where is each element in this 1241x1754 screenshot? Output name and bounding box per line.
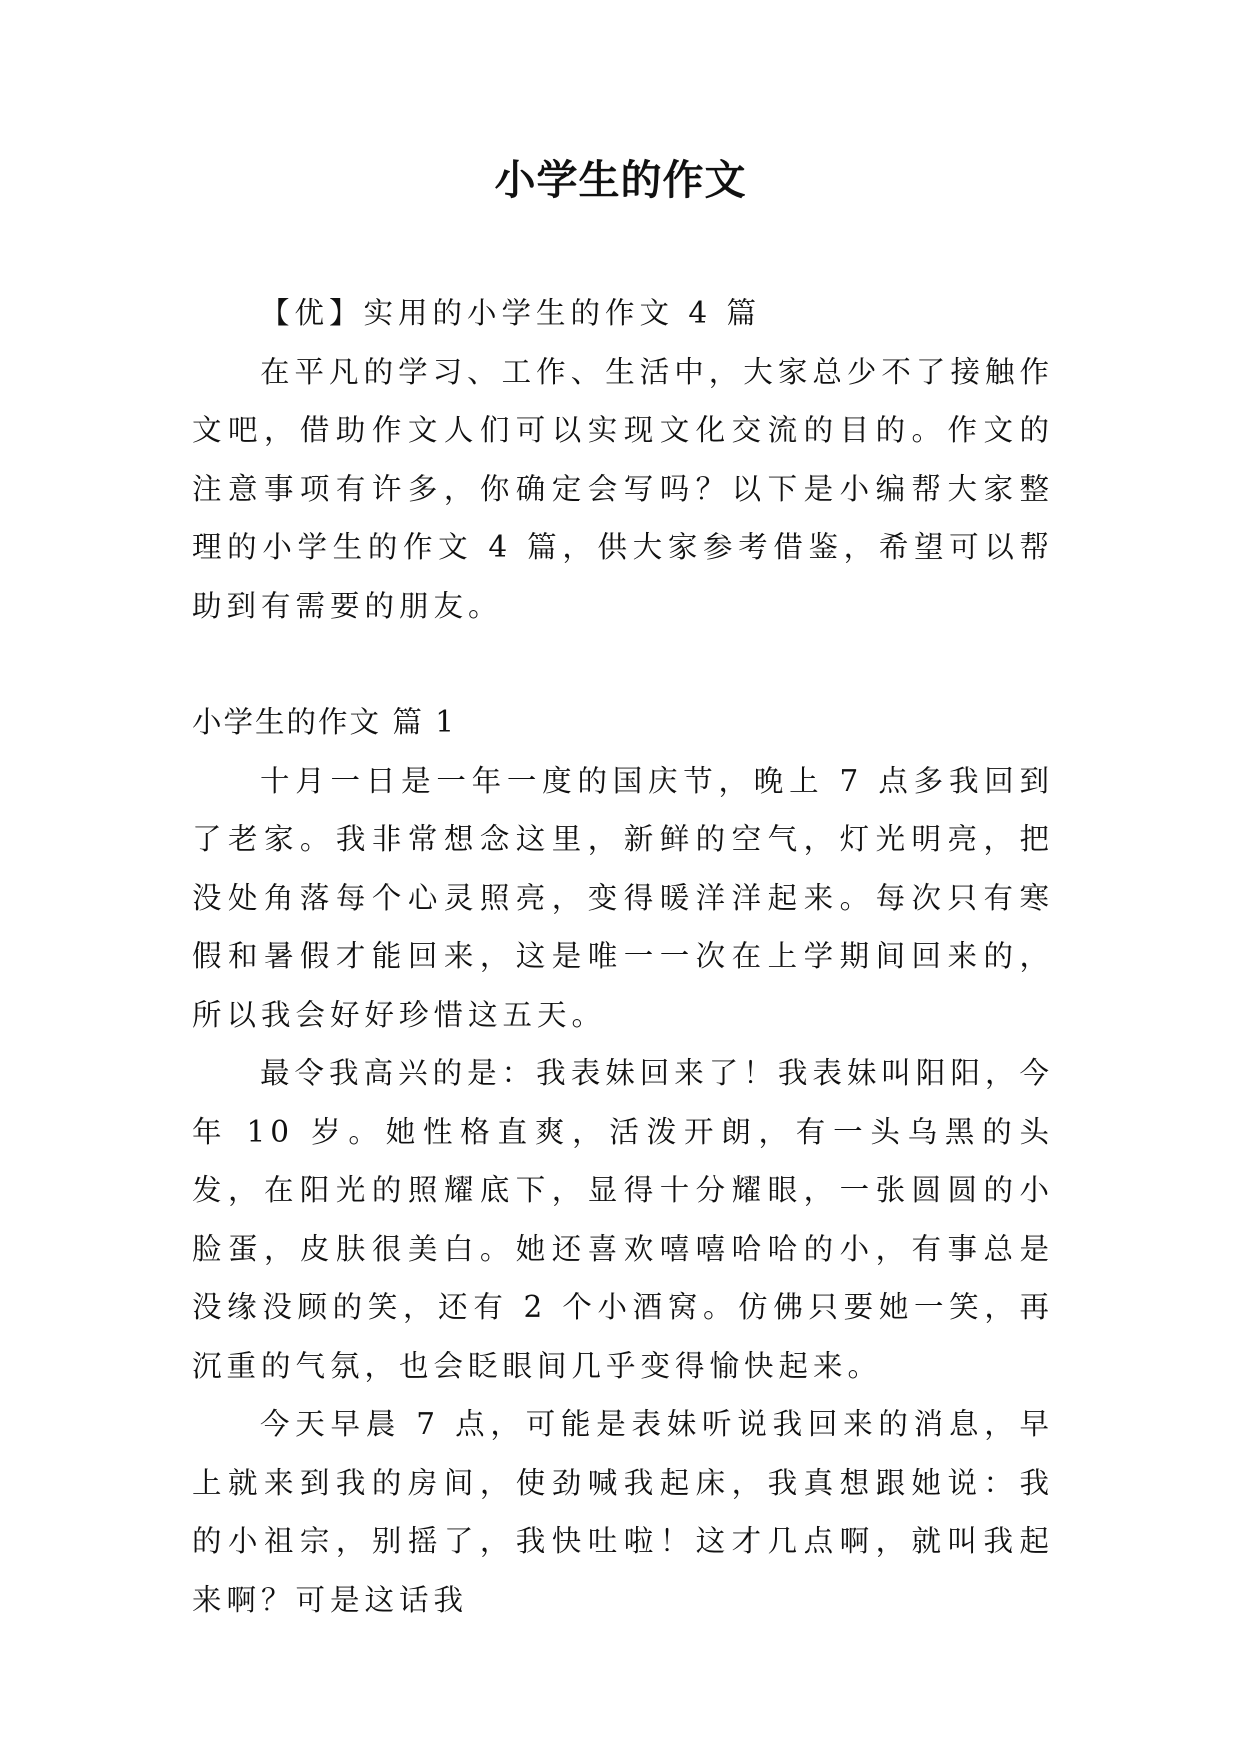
section-spacer (192, 635, 1054, 693)
body-paragraph: 最令我高兴的是：我表妹回来了！我表妹叫阳阳，今年 10 岁。她性格直爽，活泼开朗，有一头乌黑的头发，在阳光的照耀底下，显得十分耀眼，一张圆圆的小脸蛋，皮肤很美白。她还喜欢嘻嘻哈哈的小，有事总是没缘没顾的笑，还有 2 个小酒窝。仿佛只要她一笑，再沉重的气氛，也会眨眼间几乎变得愉快起来。 (192, 1056, 1054, 1383)
subtitle: 【优】实用的小学生的作文 4 篇 (260, 296, 762, 330)
section-heading: 小学生的作文 篇 1 (192, 705, 457, 739)
intro-paragraph: 在平凡的学习、工作、生活中，大家总少不了接触作文吧，借助作文人们可以实现文化交流的目的。作文的注意事项有许多，你确定会写吗？以下是小编帮大家整理的小学生的作文 4 篇，供大家参考借鉴，希望可以帮助到有需要的朋友。 (192, 354, 1054, 623)
body-paragraph: 十月一日是一年一度的国庆节，晚上 7 点多我回到了老家。我非常想念这里，新鲜的空气，灯光明亮，把没处角落每个心灵照亮，变得暖洋洋起来。每次只有寒假和暑假才能回来，这是唯一一次在上学期间回来的，所以我会好好珍惜这五天。 (192, 763, 1054, 1032)
page-title: 小学生的作文 (494, 156, 747, 204)
document-body (192, 284, 1054, 1629)
body-paragraph: 今天早晨 7 点，可能是表妹听说我回来的消息，早上就来到我的房间，使劲喊我起床，我真想跟她说：我的小祖宗，别摇了，我快吐啦！这才几点啊，就叫我起来啊？可是这话我 (192, 1407, 1054, 1617)
